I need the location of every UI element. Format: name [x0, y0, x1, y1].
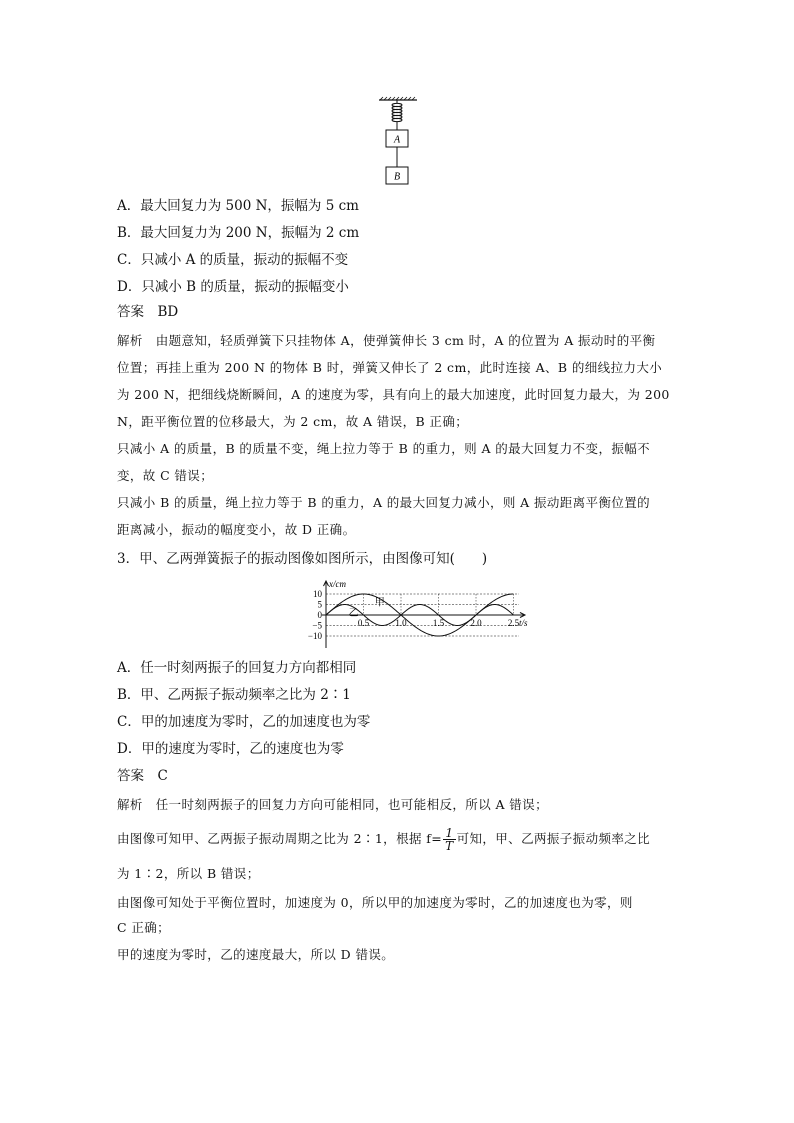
- fraction-one-over-t: [443, 827, 455, 852]
- q2-explanation-line: N，距平衡位置的位移最大，为 2 cm，故 A 错误，B 正确；: [117, 414, 469, 429]
- q3-explanation-line: 甲的速度为零时，乙的速度最大，所以 D 错误。: [117, 947, 395, 962]
- q3-explanation-text: 可知，甲、乙两振子振动频率之比: [456, 831, 651, 846]
- x-tick-label: 0.5: [357, 618, 370, 628]
- x-tick-label: 2.5: [507, 618, 520, 628]
- q3-explanation-line: C 正确；: [117, 920, 171, 935]
- y-tick-label: 0: [317, 610, 322, 620]
- q3-option-c: C．甲的加速度为零时，乙的加速度也为零: [117, 714, 371, 730]
- series-label-yi: 乙: [348, 608, 359, 620]
- x-tick-label: 1.5: [432, 618, 445, 628]
- q2-explanation-line: 位置；再挂上重为 200 N 的物体 B 时，弹簧又伸长了 2 cm，此时连接 A、B 的细线拉力大小: [117, 360, 663, 375]
- q2-option-c: C．只减小 A 的质量，振动的振幅不变: [117, 252, 349, 268]
- q3-explanation-line: 为 1∶2，所以 B 错误；: [117, 866, 260, 881]
- x-axis-label: t/s: [519, 618, 528, 628]
- q2-explanation-line: 变，故 C 错误；: [117, 468, 214, 483]
- q3-answer: 答案 C: [117, 768, 168, 784]
- block-a-label: A: [393, 134, 401, 146]
- q2-explanation-line: 距离减小，振动的幅度变小，故 D 正确。: [117, 522, 356, 537]
- q2-explanation-line: 解析 由题意知，轻质弹簧下只挂物体 A，使弹簧伸长 3 cm 时，A 的位置为 A 振动时的平衡: [117, 333, 656, 348]
- spring-block-figure: [377, 97, 421, 189]
- series-label-jia: 甲: [374, 597, 385, 609]
- vibration-graph: [296, 578, 528, 650]
- q3-stem: 3．甲、乙两弹簧振子的振动图像如图所示，由图像可知( ): [117, 551, 488, 567]
- q2-option-a: A．最大回复力为 500 N，振幅为 5 cm: [117, 198, 359, 214]
- q3-explanation-line: [117, 826, 650, 852]
- fraction-numerator: 1: [443, 827, 455, 840]
- y-tick-label: 10: [313, 589, 322, 599]
- q3-option-b: B．甲、乙两振子振动频率之比为 2∶1: [117, 687, 351, 703]
- x-tick-label: 2.0: [470, 618, 482, 628]
- q3-explanation-line: 解析 任一时刻两振子的回复力方向可能相同，也可能相反，所以 A 错误；: [117, 797, 548, 812]
- spring-coil: [392, 100, 402, 130]
- y-tick-label: −5: [312, 620, 322, 631]
- y-tick-label: −10: [307, 631, 322, 641]
- q2-explanation-line: 只减小 B 的质量，绳上拉力等于 B 的重力，A 的最大回复力减小，则 A 振动距离平衡位置的: [117, 495, 651, 510]
- q3-option-a: A．任一时刻两振子的回复力方向都相同: [117, 660, 357, 676]
- q3-explanation-line: 由图像可知处于平衡位置时，加速度为 0，所以甲的加速度为零时，乙的加速度也为零，则: [117, 895, 633, 910]
- y-tick-label: 5: [317, 599, 322, 610]
- q2-option-b: B．最大回复力为 200 N，振幅为 2 cm: [117, 225, 360, 241]
- q2-explanation-line: 为 200 N，把细线烧断瞬间，A 的速度为零，具有向上的最大加速度，此时回复力最大，为 200: [117, 387, 670, 402]
- block-b-label: B: [393, 171, 401, 183]
- q3-option-d: D．甲的速度为零时，乙的速度也为零: [117, 741, 344, 757]
- q3-explanation-text: 由图像可知甲、乙两振子振动周期之比为 2∶1，根据 f=: [117, 831, 443, 846]
- q2-answer: 答案 BD: [117, 304, 179, 320]
- y-axis-label: x/cm: [329, 579, 346, 589]
- q2-option-d: D．只减小 B 的质量，振动的振幅变小: [117, 279, 349, 295]
- x-tick-label: 1.0: [395, 618, 407, 628]
- fraction-denominator: T: [445, 839, 454, 853]
- q2-explanation-line: 只减小 A 的质量，B 的质量不变，绳上拉力等于 B 的重力，则 A 的最大回复力不变，振幅不: [117, 441, 651, 456]
